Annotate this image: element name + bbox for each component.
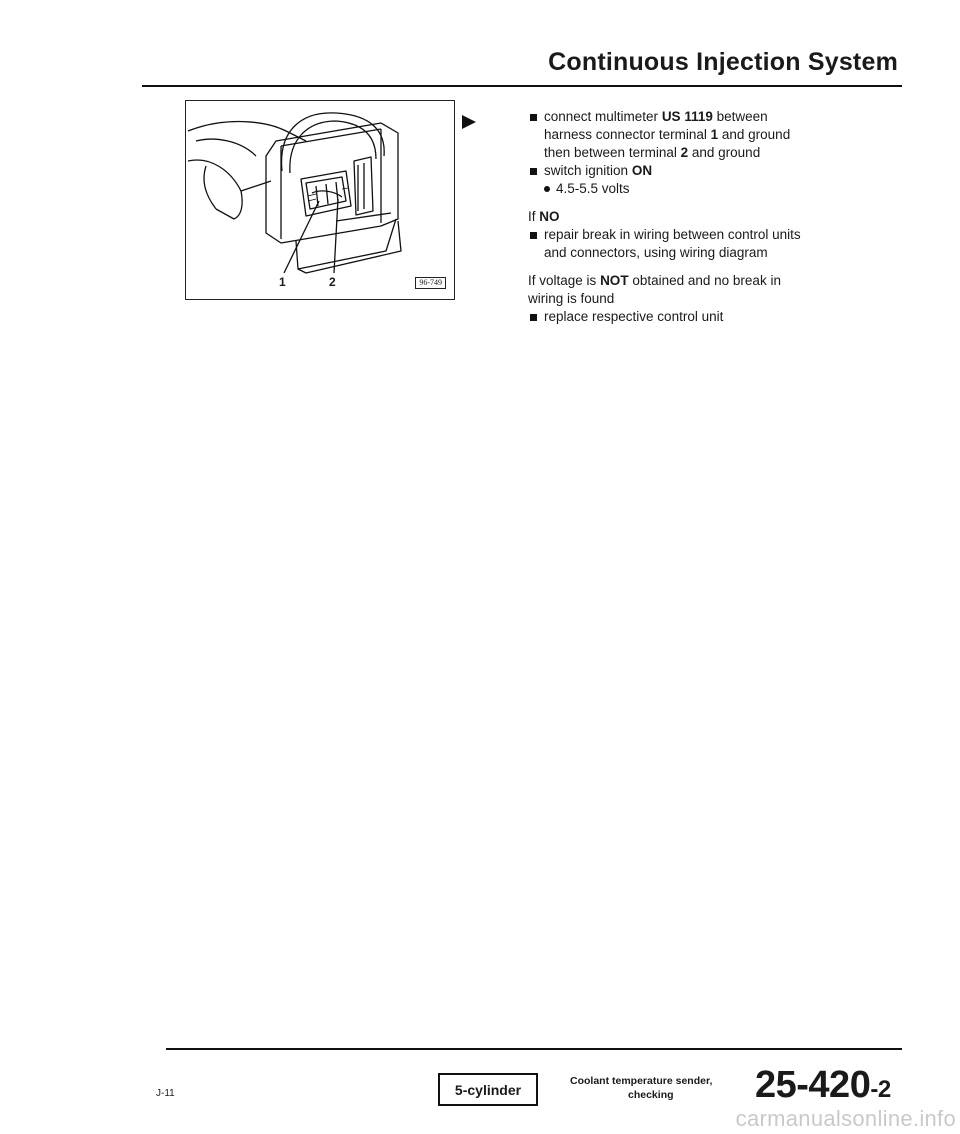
section-description	[570, 1074, 750, 1102]
terminal-1-label: 1	[279, 275, 286, 289]
figure-code: 96-749	[415, 277, 446, 289]
voltage-spec: 4.5-5.5 volts	[528, 180, 868, 198]
page-number-main: 25-420	[755, 1064, 871, 1106]
condition-text: wiring is found	[528, 291, 615, 306]
page-number	[755, 1064, 891, 1107]
page-title: Continuous Injection System	[548, 48, 898, 76]
voltage-not-obtained-condition	[528, 272, 868, 308]
terminal-number: 2	[680, 145, 689, 160]
condition-text: If	[528, 209, 536, 224]
terminal-number: 1	[710, 127, 719, 142]
step-switch-ignition	[528, 162, 868, 180]
condition-text: obtained and no break in	[632, 273, 781, 288]
step-replace-unit: replace respective control unit	[528, 308, 868, 326]
description-line: checking	[628, 1089, 674, 1101]
condition-value: NOT	[600, 273, 629, 288]
header-rule	[142, 85, 902, 87]
condition-value: NO	[539, 209, 560, 224]
page-number-suffix: -2	[870, 1076, 891, 1103]
description-line: Coolant temperature sender,	[570, 1075, 713, 1087]
page-code: J-11	[156, 1088, 175, 1099]
step-connect-multimeter	[528, 108, 868, 162]
engine-type-box: 5-cylinder	[438, 1073, 538, 1106]
step-text: connect multimeter	[544, 109, 659, 124]
step-text: and ground	[721, 127, 791, 142]
tool-id: US 1119	[661, 109, 713, 124]
condition-text: If voltage is	[528, 273, 597, 288]
step-text: harness connector terminal	[544, 127, 707, 142]
step-text: repair break in wiring between control units	[544, 227, 801, 242]
connector-illustration	[186, 101, 456, 301]
terminal-2-label: 2	[329, 275, 336, 289]
footer-rule	[166, 1048, 902, 1050]
ignition-state: ON	[631, 163, 653, 178]
step-text: between	[716, 109, 768, 124]
step-text: and connectors, using wiring diagram	[544, 245, 768, 260]
connector-figure	[185, 100, 455, 300]
if-no-condition	[528, 208, 868, 226]
watermark: carmanualsonline.info	[735, 1106, 956, 1131]
instructions	[528, 108, 868, 326]
step-text: switch ignition	[544, 163, 629, 178]
pointer-arrow-icon	[462, 115, 476, 129]
step-text: then between terminal	[544, 145, 677, 160]
step-text: and ground	[691, 145, 761, 160]
step-repair-break	[528, 226, 868, 262]
